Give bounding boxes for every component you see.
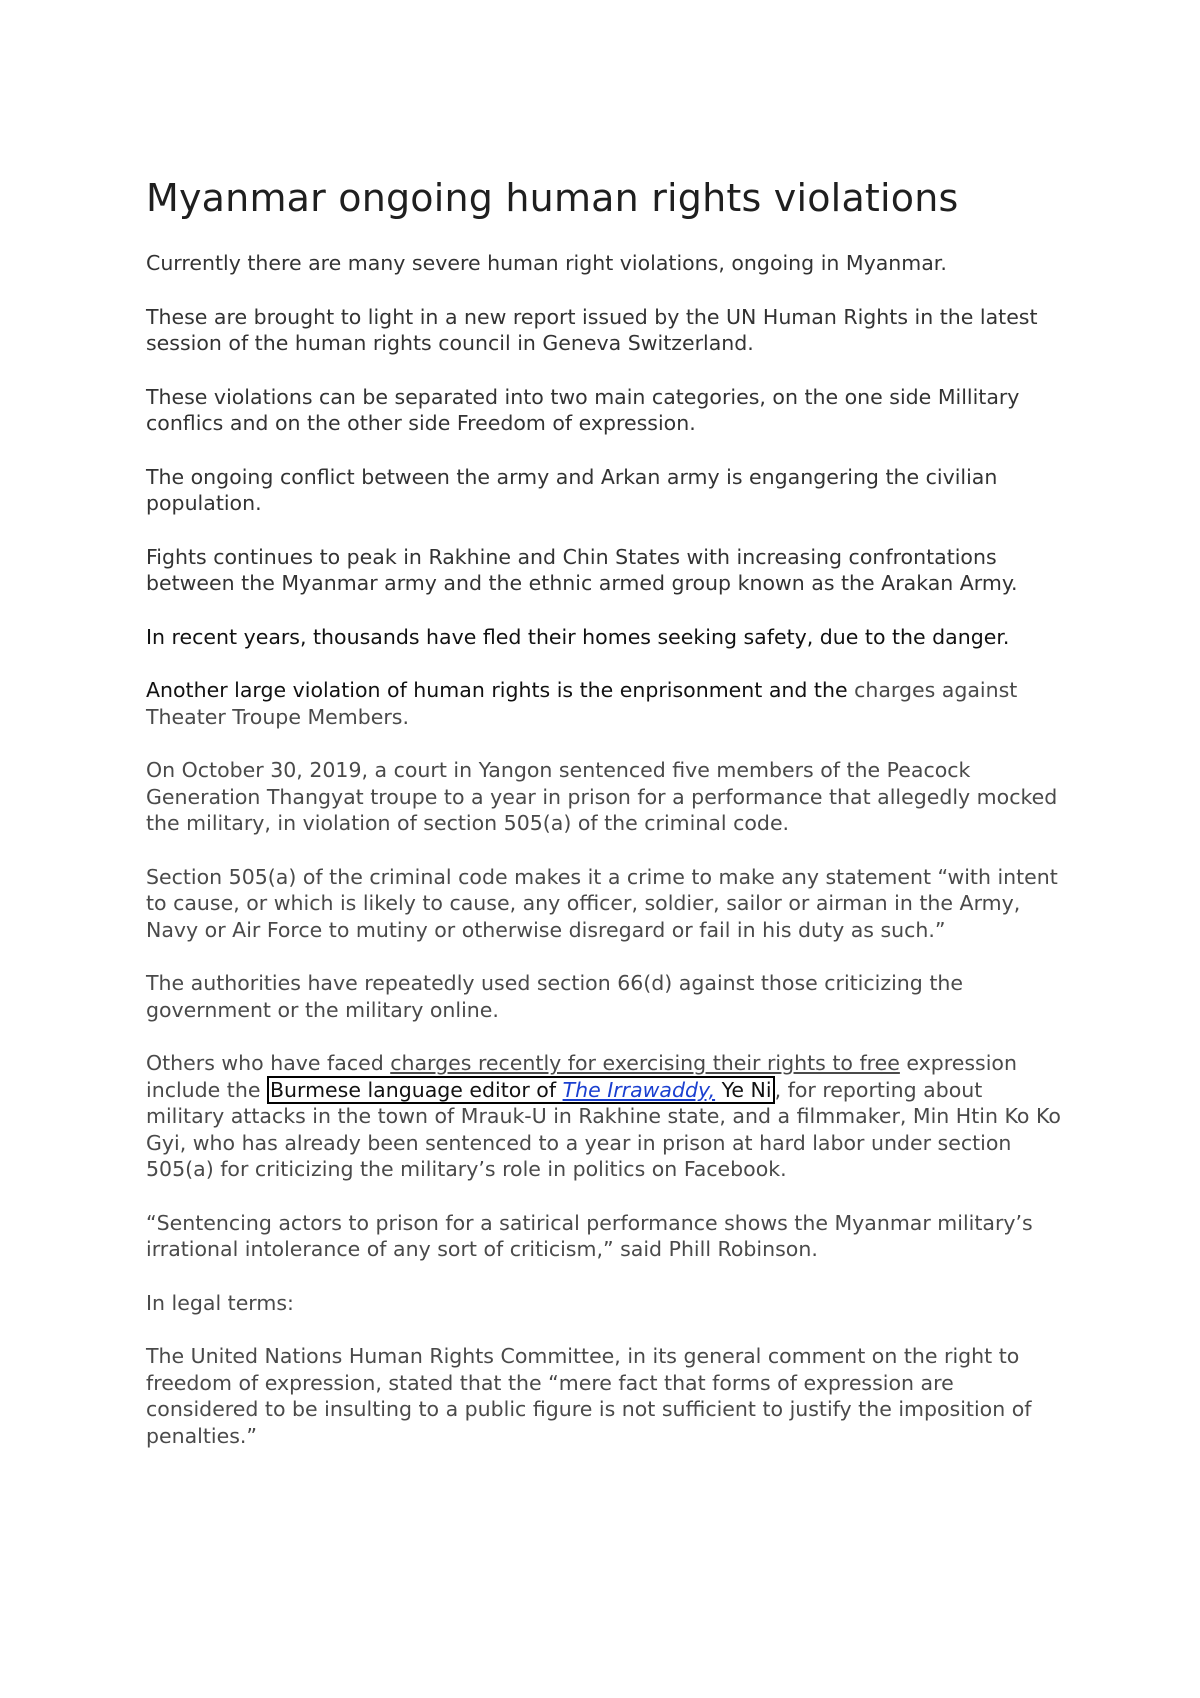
editor-highlight-box bbox=[267, 1076, 775, 1104]
others-text-end: , for reporting about military attacks in the town of Mrauk-U in Rakhine state, and a filmmaker, Min Htin Ko Ko Gyi, who has already been sentenced to a year in prison at hard labor under section 505(a) for criticizing the military’s role in politics on Facebook. bbox=[146, 1077, 1061, 1181]
document-page bbox=[146, 172, 1066, 1476]
charges-underlined-text: charges recently for exercising their rights to free bbox=[390, 1051, 900, 1075]
paragraph-legal-terms: In legal terms: bbox=[146, 1290, 294, 1315]
paragraph-fled: In recent years, thousands have fled their homes seeking safety, due to the danger. bbox=[146, 624, 1010, 649]
ye-ni-text: Ye Ni bbox=[715, 1077, 772, 1102]
paragraph-section-505: Section 505(a) of the criminal code makes it a crime to make any statement “with intent to cause, or which is likely to cause, any officer, soldier, sailor or airman in the Army, Navy or Air Force to mutiny or otherwise disregard or fail in his duty as such.” bbox=[146, 864, 1058, 942]
document-title: Myanmar ongoing human rights violations bbox=[146, 176, 959, 220]
paragraph-fights: Fights continues to peak in Rakhine and Chin States with increasing confrontations between the Myanmar army and the ethnic armed group known as the Arakan Army. bbox=[146, 544, 1018, 595]
imprisonment-text: Another large violation of human rights is the enprisonment and the bbox=[146, 678, 855, 702]
paragraph-section-66d: The authorities have repeatedly used section 66(d) against those criticizing the government or the military online. bbox=[146, 971, 963, 1022]
editor-text: Burmese language editor of bbox=[269, 1077, 563, 1102]
paragraph-quote: “Sentencing actors to prison for a satirical performance shows the Myanmar military’s irrational intolerance of any sort of criticism,” said Phill Robinson. bbox=[146, 1210, 1033, 1261]
paragraph-intro: Currently there are many severe human right violations, ongoing in Myanmar. bbox=[146, 251, 947, 275]
charges-text: charges against Theater Troupe Members. bbox=[146, 678, 1018, 729]
paragraph-categories: These violations can be separated into two main categories, on the one side Millitary conflics and on the other side Freedom of expression. bbox=[146, 384, 1020, 435]
paragraph-imprisonment bbox=[146, 677, 1066, 730]
paragraph-report: These are brought to light in a new report issued by the UN Human Rights in the latest session of the human rights council in Geneva Switzerland. bbox=[146, 304, 1038, 355]
irrawaddy-link[interactable]: The Irrawaddy, bbox=[562, 1077, 716, 1102]
paragraph-un-committee: The United Nations Human Rights Committee, in its general comment on the right to freedom of expression, stated that the “mere fact that forms of expression are considered to be insulting to a public figure is not sufficient to justify the imposition of penalties.” bbox=[146, 1344, 1032, 1448]
others-text-mid: expression include the bbox=[146, 1051, 1017, 1102]
paragraph-others bbox=[146, 1050, 1066, 1183]
others-text-start: Others who have faced bbox=[146, 1051, 391, 1075]
paragraph-court: On October 30, 2019, a court in Yangon sentenced five members of the Peacock Generation Thangyat troupe to a year in prison for a performance that allegedly mocked the military, in violation of section 505(a) of the criminal code. bbox=[146, 758, 1058, 835]
paragraph-conflict: The ongoing conflict between the army and Arkan army is engangering the civilian population. bbox=[146, 464, 998, 515]
